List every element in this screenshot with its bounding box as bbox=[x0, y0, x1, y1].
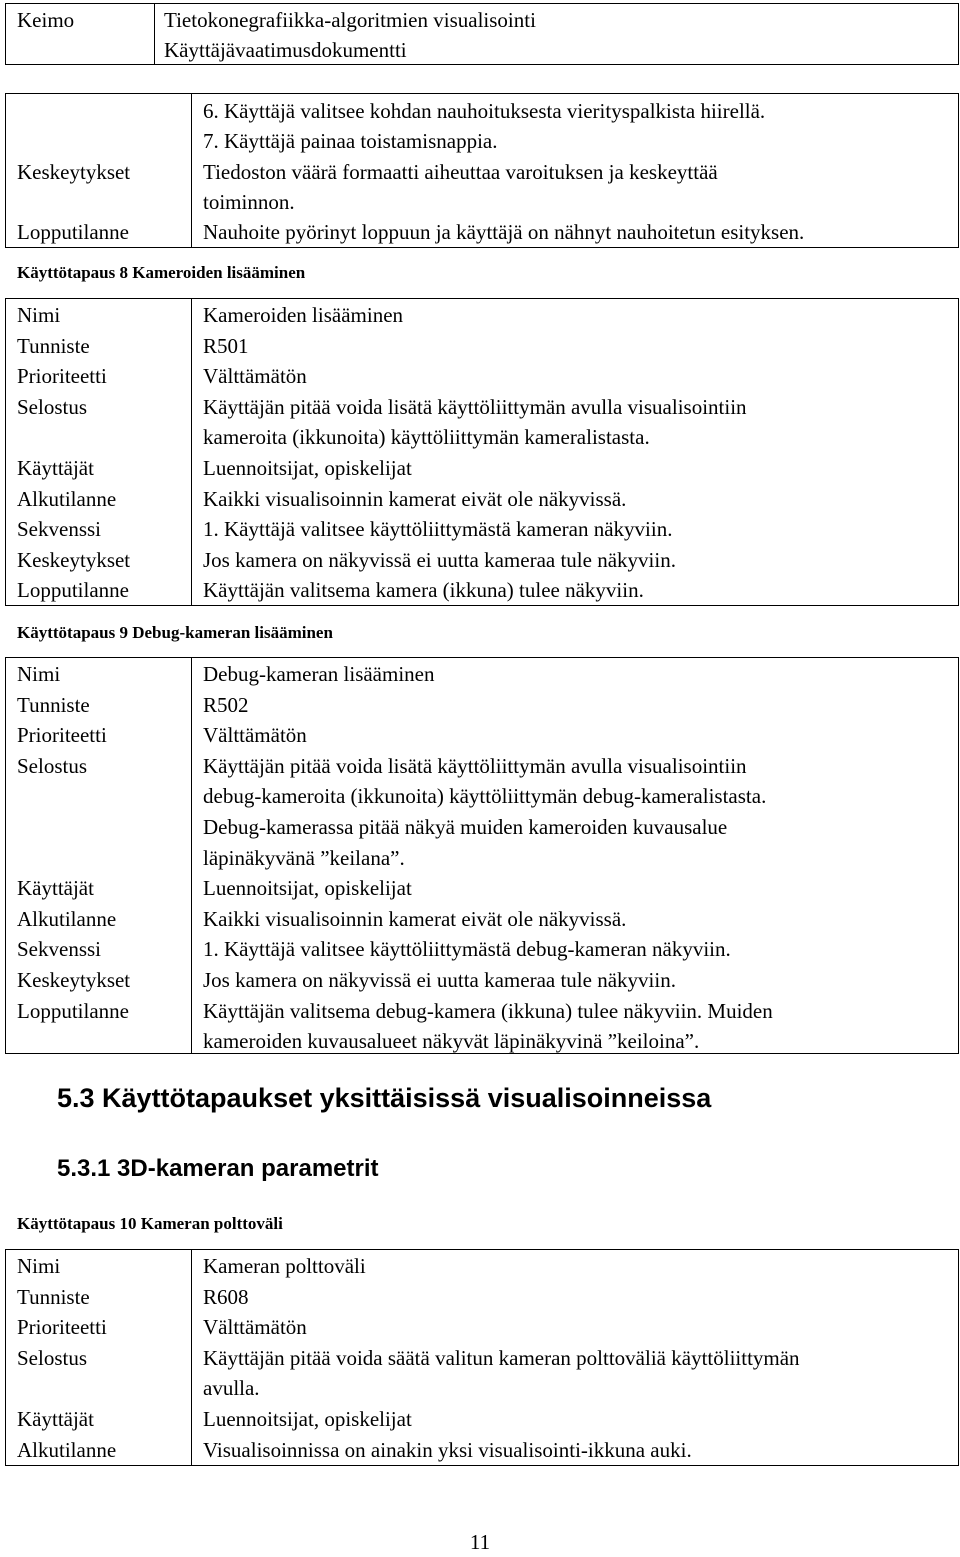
row-value: Käyttäjän pitää voida lisätä käyttöliittymän avulla visualisointiin bbox=[203, 394, 747, 419]
row-label: Prioriteetti bbox=[17, 364, 107, 389]
row-label: Selostus bbox=[17, 1345, 88, 1370]
row-label: Sekvenssi bbox=[17, 517, 101, 542]
row-value: Käyttäjän valitsema kamera (ikkuna) tulee näkyviin. bbox=[203, 578, 644, 603]
row-value: Välttämätön bbox=[203, 1315, 307, 1340]
subsection-heading: 5.3.1 3D-kameran parametrit bbox=[57, 1155, 379, 1182]
row-value: Käyttäjän valitsema debug-kamera (ikkuna) tulee näkyviin. Muiden bbox=[203, 998, 773, 1023]
row-value: Kaikki visualisoinnin kamerat eivät ole näkyvissä. bbox=[203, 906, 627, 931]
section-heading: 5.3 Käyttötapaukset yksittäisissä visualisoinneissa bbox=[57, 1083, 712, 1113]
row-value: Tiedoston väärä formaatti aiheuttaa varoituksen ja keskeyttää bbox=[203, 160, 718, 184]
row-label: Alkutilanne bbox=[17, 906, 117, 931]
header-title: Tietokonegrafiikka-algoritmien visualisointi bbox=[164, 8, 536, 32]
header-left: Keimo bbox=[17, 8, 75, 32]
row-value: Käyttäjän pitää voida säätä valitun kameran polttoväliä käyttöliittymän bbox=[203, 1345, 800, 1370]
row-label: Prioriteetti bbox=[17, 723, 107, 748]
usecase-table bbox=[5, 657, 959, 1054]
table-divider bbox=[191, 94, 192, 247]
row-label: Tunniste bbox=[17, 1284, 90, 1309]
row-value: R502 bbox=[203, 692, 249, 717]
row-value: Debug-kameran lisääminen bbox=[203, 662, 435, 686]
row-label: Prioriteetti bbox=[17, 1315, 107, 1340]
row-value: Debug-kamerassa pitää näkyä muiden kameroiden kuvausalue bbox=[203, 815, 728, 839]
row-label: Lopputilanne bbox=[17, 578, 129, 603]
row-label: Selostus bbox=[17, 394, 88, 419]
row-label: Tunniste bbox=[17, 692, 90, 717]
row-value: Välttämätön bbox=[203, 364, 307, 389]
row-value: toiminnon. bbox=[203, 190, 295, 214]
row-value: Välttämätön bbox=[203, 723, 307, 748]
row-value: Kameroiden lisääminen bbox=[203, 303, 404, 327]
table-divider bbox=[191, 299, 192, 605]
row-value: R608 bbox=[203, 1284, 249, 1309]
row-label: Alkutilanne bbox=[17, 486, 117, 511]
row-label: Keskeytykset bbox=[17, 547, 131, 572]
row-value: debug-kameroita (ikkunoita) käyttöliittymän debug-kameralistasta. bbox=[203, 784, 767, 809]
row-label: Keskeytykset bbox=[17, 968, 131, 992]
row-label: Käyttäjät bbox=[17, 876, 94, 901]
usecase-table bbox=[5, 298, 959, 606]
header-subtitle: Käyttäjävaatimusdokumentti bbox=[164, 38, 407, 62]
row-label: Alkutilanne bbox=[17, 1437, 117, 1462]
row-value: Visualisoinnissa on ainakin yksi visualisointi-ikkuna auki. bbox=[203, 1437, 692, 1462]
row-value: Käyttäjän pitää voida lisätä käyttöliittymän avulla visualisointiin bbox=[203, 753, 747, 778]
table-caption: Käyttötapaus 9 Debug-kameran lisääminen bbox=[17, 623, 333, 642]
row-value: Luennoitsijat, opiskelijat bbox=[203, 876, 412, 901]
row-label: Sekvenssi bbox=[17, 937, 101, 962]
row-label: Nimi bbox=[17, 1254, 61, 1278]
row-value: läpinäkyvänä ”keilana”. bbox=[203, 845, 405, 870]
table-caption: Käyttötapaus 8 Kameroiden lisääminen bbox=[17, 263, 306, 282]
row-label: Tunniste bbox=[17, 333, 90, 358]
header-divider bbox=[154, 4, 155, 64]
row-label: Käyttäjät bbox=[17, 1407, 94, 1431]
table-divider bbox=[191, 658, 192, 1053]
row-value: Kaikki visualisoinnin kamerat eivät ole näkyvissä. bbox=[203, 486, 627, 511]
row-value: Luennoitsijat, opiskelijat bbox=[203, 456, 412, 480]
header-table bbox=[5, 3, 959, 65]
row-value: 1. Käyttäjä valitsee käyttöliittymästä kameran näkyviin. bbox=[203, 517, 673, 542]
prev-usecase-table bbox=[5, 93, 959, 248]
row-label: Nimi bbox=[17, 303, 61, 327]
table-caption: Käyttötapaus 10 Kameran polttoväli bbox=[17, 1214, 283, 1233]
row-label: Lopputilanne bbox=[17, 998, 129, 1023]
row-value: Jos kamera on näkyvissä ei uutta kameraa tule näkyviin. bbox=[203, 968, 676, 992]
table-divider bbox=[191, 1250, 192, 1465]
row-label: Käyttäjät bbox=[17, 456, 94, 480]
row-value: avulla. bbox=[203, 1376, 260, 1401]
usecase-table bbox=[5, 1249, 959, 1466]
row-value: kameroiden kuvausalueet näkyvät läpinäkyvinä ”keiloina”. bbox=[203, 1029, 700, 1054]
row-value: kameroita (ikkunoita) käyttöliittymän kameralistasta. bbox=[203, 425, 650, 450]
row-label: Lopputilanne bbox=[17, 220, 129, 244]
row-label: Nimi bbox=[17, 662, 61, 686]
row-value: Nauhoite pyörinyt loppuun ja käyttäjä on nähnyt nauhoitetun esityksen. bbox=[203, 220, 805, 244]
row-label: Selostus bbox=[17, 753, 88, 778]
page-number: 11 bbox=[469, 1530, 491, 1554]
row-value: 1. Käyttäjä valitsee käyttöliittymästä debug-kameran näkyviin. bbox=[203, 937, 731, 962]
sequence-step: 6. Käyttäjä valitsee kohdan nauhoituksesta vierityspalkista hiirellä. bbox=[203, 99, 766, 123]
row-value: Luennoitsijat, opiskelijat bbox=[203, 1407, 412, 1431]
row-label: Keskeytykset bbox=[17, 160, 131, 184]
row-value: Jos kamera on näkyvissä ei uutta kameraa tule näkyviin. bbox=[203, 547, 676, 572]
sequence-step: 7. Käyttäjä painaa toistamisnappia. bbox=[203, 129, 498, 153]
row-value: Kameran polttoväli bbox=[203, 1254, 366, 1278]
row-value: R501 bbox=[203, 333, 249, 358]
